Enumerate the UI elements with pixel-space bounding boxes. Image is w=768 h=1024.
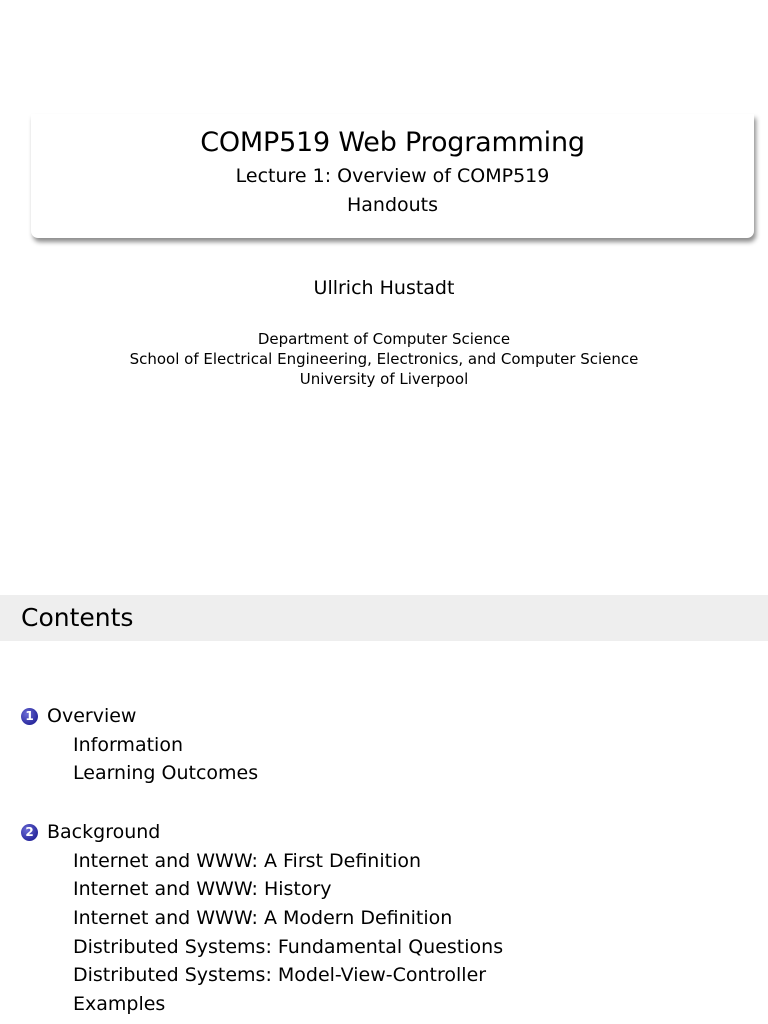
toc-item-history[interactable]: Internet and WWW: History bbox=[73, 878, 332, 900]
toc-item-learning-outcomes[interactable]: Learning Outcomes bbox=[73, 762, 259, 784]
lecture-title: Lecture 1: Overview of COMP519 bbox=[235, 165, 550, 187]
section-number-bullet: 1 bbox=[21, 708, 38, 725]
toc-item-examples[interactable]: Examples bbox=[73, 993, 166, 1015]
contents-heading: Contents bbox=[21, 603, 134, 632]
school-name: School of Electrical Engineering, Electronics, and Computer Science bbox=[129, 350, 639, 368]
course-title: COMP519 Web Programming bbox=[200, 127, 585, 158]
toc-item-first-definition[interactable]: Internet and WWW: A First Definition bbox=[73, 850, 422, 872]
toc-item-information[interactable]: Information bbox=[73, 734, 183, 756]
university-name: University of Liverpool bbox=[299, 370, 469, 388]
toc-item-model-view-controller[interactable]: Distributed Systems: Model-View-Controller bbox=[73, 964, 487, 986]
author-name: Ullrich Hustadt bbox=[313, 277, 455, 299]
toc-item-fundamental-questions[interactable]: Distributed Systems: Fundamental Questions bbox=[73, 936, 504, 958]
title-box bbox=[31, 114, 754, 238]
toc-section-overview[interactable] bbox=[21, 705, 136, 727]
section-number-bullet: 2 bbox=[21, 824, 38, 841]
document-kind: Handouts bbox=[346, 194, 439, 216]
toc-section-label: Background bbox=[47, 821, 161, 843]
contents-header-bar bbox=[0, 595, 768, 641]
toc-section-label: Overview bbox=[47, 705, 137, 727]
toc-item-modern-definition[interactable]: Internet and WWW: A Modern Definition bbox=[73, 907, 453, 929]
department-name: Department of Computer Science bbox=[257, 330, 511, 348]
toc-section-background[interactable] bbox=[21, 821, 160, 843]
